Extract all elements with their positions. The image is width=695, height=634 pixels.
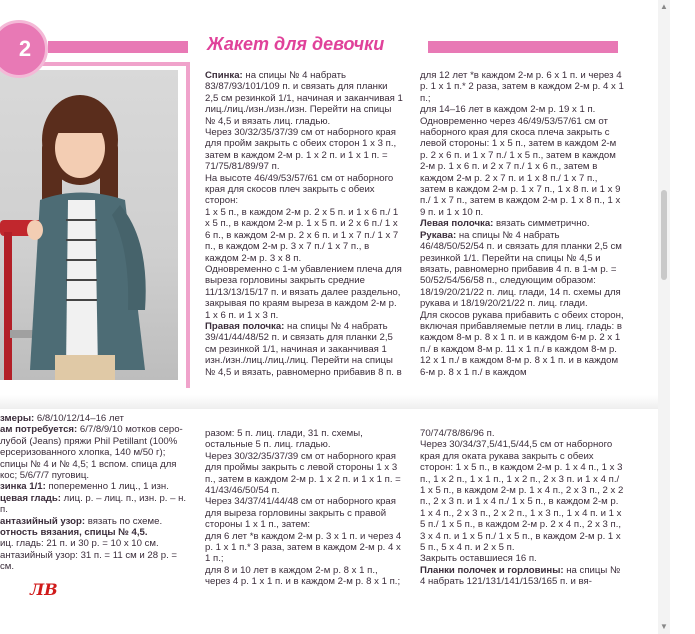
scrollbar-thumb[interactable] <box>661 190 667 280</box>
paragraph-text: попеременно 1 лиц., 1 изн. <box>45 481 169 493</box>
paragraph-text: 1 х 5 п., в каждом 2-м р. 2 х 5 п. и 1 х 6 п./ 1 х 5 п., в каждом 2-м р. 1 х 5 п. и 2 х 6 п./ 1 х 6 п., в каждом 2-м р. 2 х 6 п. и 1 х 7 п./ 1 х 7 п., в каждом 2-м р. 3 х 7 п./ 1 х 7 п., в каждом 2-м р. 3 х 8 п. <box>205 206 399 264</box>
paragraph <box>205 70 403 127</box>
paragraph <box>205 173 403 207</box>
header-stripe-left <box>48 41 188 53</box>
paragraph <box>0 481 192 492</box>
paragraph-text: на спицы № 4 набрать 39/41/44/48/52 п. и связать для планки 2,5 см резинкой 1/1, начиная и заканчивая 1 изн./изн./лиц./лиц./лиц. Перейти на спицы № 4,5 и вязать, равномерно прибавив 8 п. в <box>205 320 402 378</box>
paragraph-text: на спицы № 4 набрать 83/87/93/101/109 п. и связать для планки 2,5 см резинкой 1/1, начиная и заканчивая 1 лиц./лиц./изн./изн./изн. Перейти на спицы № 4,5 и вязать лиц. гладью. <box>205 70 403 127</box>
text-column-2 <box>420 70 625 378</box>
paragraph <box>205 207 403 264</box>
paragraph-text: для 12 лет *в каждом 2-м р. 6 х 1 п. и через 4 р. 1 х 1 п.* 2 раза, затем в каждом 2-м р. 4 х 1 п.; <box>420 70 624 104</box>
paragraph <box>205 531 403 565</box>
paragraph <box>420 439 625 553</box>
paragraph <box>420 553 625 564</box>
scroll-up-icon[interactable]: ▲ <box>660 2 668 11</box>
paragraph <box>420 310 625 378</box>
scroll-down-icon[interactable]: ▼ <box>660 622 668 631</box>
paragraph-text: антазийный узор: 31 п. = 11 см и 28 р. = см. <box>0 549 178 573</box>
paragraph-heading: отность вязания, спицы № 4,5. <box>0 527 148 539</box>
paragraph-text: 6/8/10/12/14–16 лет <box>34 413 124 424</box>
section-separator <box>0 395 660 409</box>
paragraph <box>0 424 192 481</box>
text-column-4 <box>205 428 403 588</box>
signature-mark: ЛВ <box>30 580 58 599</box>
paragraph-heading: змеры: <box>0 413 35 424</box>
paragraph-text: для 6 лет *в каждом 2-м р. 3 х 1 п. и через 4 р. 1 х 1 п.* 3 раза, затем в каждом 2-м р. 4 х 1 п.; <box>205 530 402 565</box>
paragraph <box>420 104 625 115</box>
paragraph-text: на спицы № 4 набрать 121/131/141/153/165 п. и вя- <box>420 564 621 588</box>
paragraph-text: для 8 и 10 лет в каждом 2-м р. 8 х 1 п., через 4 р. 1 х 1 п. и в каждом 2-м р. 8 х 1 п.; <box>205 564 401 588</box>
paragraph <box>420 218 625 229</box>
paragraph-text: 70/74/78/86/96 п. <box>420 428 495 439</box>
paragraph <box>0 527 192 538</box>
paragraph <box>0 538 192 549</box>
paragraph-text: на спицы № 4 набрать 46/48/50/52/54 п. и связать для планки 2,5 см резинкой 1/1. Перейти на спицы № 4,5 и вязать, равномерно прибавив 4 п. в 1-м р. = 50/52/54/56/58 п., следующим образом: 18/19/20/21/22 п. лиц. глади, 14 п. схемы для рукава и 18/19/20/21/22 п. лиц. глади. <box>420 229 622 310</box>
paragraph-text: Для скосов рукава прибавить с обеих сторон, включая прибавляемые петли в лиц. гладь: в каждом 8-м р. 8 х 1 п. и в каждом 6-м р. 2 х 1 п./ в каждом 8-м р. 11 х 1 п./ в каждом 8-м р. 12 х 1 п./ в каждом 8-м р. 8 х 1 п. и в каждом 6-м р. 8 х 1 п./ в каждом <box>420 309 624 378</box>
paragraph <box>205 127 403 173</box>
paragraph-heading: Спинка: <box>205 70 243 81</box>
header-stripe-right <box>428 41 618 53</box>
paragraph <box>420 116 625 219</box>
paragraph <box>0 516 192 527</box>
paragraph-heading: Правая полочка: <box>205 320 285 332</box>
paragraph-heading: Левая полочка: <box>420 218 494 230</box>
paragraph-text: Через 30/32/35/37/39 см от наборного края для проймы закрыть с левой стороны 1 х 3 п., затем в каждом 2-м р. 1 х 2 п. и 1 х 1 п. = 41/43/46/50/54 п. <box>205 450 401 497</box>
paragraph-heading: Рукава: <box>420 229 457 241</box>
paragraph <box>205 321 403 378</box>
paragraph <box>205 565 403 588</box>
text-column-3 <box>0 413 192 573</box>
paragraph <box>205 451 403 497</box>
paragraph-text: Через 34/37/41/44/48 см от наборного края для выреза горловины закрыть с правой стороны 1 х 1 п., затем: <box>205 496 396 531</box>
paragraph-text: 6/7/8/9/10 мотков серо-лубой (Jeans) пряжи Phil Petillant (100% ерсеризованного хлопка, 140 м/50 г); спицы № 4 и № 4,5; 1 вспом. спица для кос; 5/6/7/7 пуговиц. <box>0 424 183 482</box>
paragraph <box>205 428 403 451</box>
pattern-number: 2 <box>18 36 32 61</box>
paragraph-text: лиц. р. – лиц. п., изн. р. – н. п. <box>0 492 187 516</box>
paragraph-heading: ам потребуется: <box>0 424 78 436</box>
paragraph-text: для 14–16 лет в каждом 2-м р. 19 х 1 п. <box>420 104 596 116</box>
paragraph-text: Закрыть оставшиеся 16 п. <box>420 553 537 565</box>
paragraph-heading: зинка 1/1: <box>0 481 46 493</box>
paragraph-heading: цевая гладь: <box>0 492 61 504</box>
paragraph <box>420 230 625 310</box>
paragraph-text: Одновременно с 1-м убавлением плеча для выреза горловины закрыть средние 11/13/13/15/17 п. и вязать далее раздельно, закрывая по краям выреза в каждом 2-м р. 1 х 6 п. и 1 х 3 п. <box>205 263 402 321</box>
paragraph-text: вязать по схеме. <box>85 515 163 527</box>
paragraph-text: Через 30/32/35/37/39 см от наборного края для пройм закрыть с обеих сторон 1 х 3 п., затем в каждом 2-м р. 1 х 2 п. и 1 х 1 п. = 71/75/81/89/97 п. <box>205 127 397 173</box>
paragraph <box>420 70 625 104</box>
paragraph-heading: антазийный узор: <box>0 515 86 527</box>
paragraph <box>0 550 192 573</box>
paragraph-heading: Планки полочек и горловины: <box>420 564 564 576</box>
photo-frame <box>0 62 190 388</box>
paragraph-text: вязать симметрично. <box>493 218 590 230</box>
paragraph-text: разом: 5 п. лиц. глади, 31 п. схемы, остальные 5 п. лиц. гладью. <box>205 428 363 451</box>
paragraph <box>0 493 192 516</box>
paragraph-text: иц. гладь: 21 п. и 30 р. = 10 х 10 см. <box>0 538 159 550</box>
scrollbar-track[interactable] <box>658 0 670 634</box>
paragraph-text: На высоте 46/49/53/57/61 см от наборного края для скосов плеч закрыть с обеих сторон: <box>205 172 394 207</box>
paragraph <box>420 565 625 588</box>
paragraph <box>205 264 403 321</box>
paragraph-text: Через 30/34/37,5/41,5/44,5 см от наборного края для оката рукава закрыть с обеих сторон: 1 х 5 п., в каждом 2-м р. 1 х 4 п., 1 х 3 п., 1 х 2 п., 1 х 1 п., 1 х 2 п., 2 х 3 п. и 1 х 4 п./ 1 х 5 п., в каждом 2-м р. 1 х 4 п., 2 х 3 п., 2 х 2 п., 2 х 3 п. и 1 х 4 п./ 1 х 5 п., в каждом 2-м р. 1 х 4 п., 2 х 3 п., 2 х 2 п., 1 х 3 п., 1 х 4 п. и 1 х 5 п./ 1 х 5 п., в каждом 2-м р. 2 х 4 п., 2 х 3 п., 3 х 4 п. и 1 х 5 п./ 1 х 5 п., в каждом 2-м р. 1 х 5 п., 5 х 4 п. и 2 х 5 п. <box>420 439 624 554</box>
paragraph <box>0 413 192 424</box>
paragraph-text: Одновременно через 46/49/53/57/61 см от наборного края для скоса плеча закрыть с левой стороны: 1 х 5 п., затем в каждом 2-м р. 2 х 6 п. и 1 х 7 п./ 1 х 5 п., затем в каждом 2-м р. 1 х 6 п. и 2 х 7 п./ 1 х 6 п., затем в каждом 2-м р. 2 х 7 п. и 1 х 8 п./ 1 х 7 п., затем в каждом 2-м р. 1 х 7 п., 1 х 8 п. и 1 х 9 п./ 1 х 7 п., затем в каждом 2-м р. 1 х 8 п., 1 х 9 п. и 1 х 10 п. <box>420 115 621 218</box>
paragraph <box>420 428 625 439</box>
page-title: Жакет для девочки <box>207 34 385 54</box>
paragraph <box>205 496 403 530</box>
text-column-1 <box>205 70 403 378</box>
text-column-5 <box>420 428 625 588</box>
